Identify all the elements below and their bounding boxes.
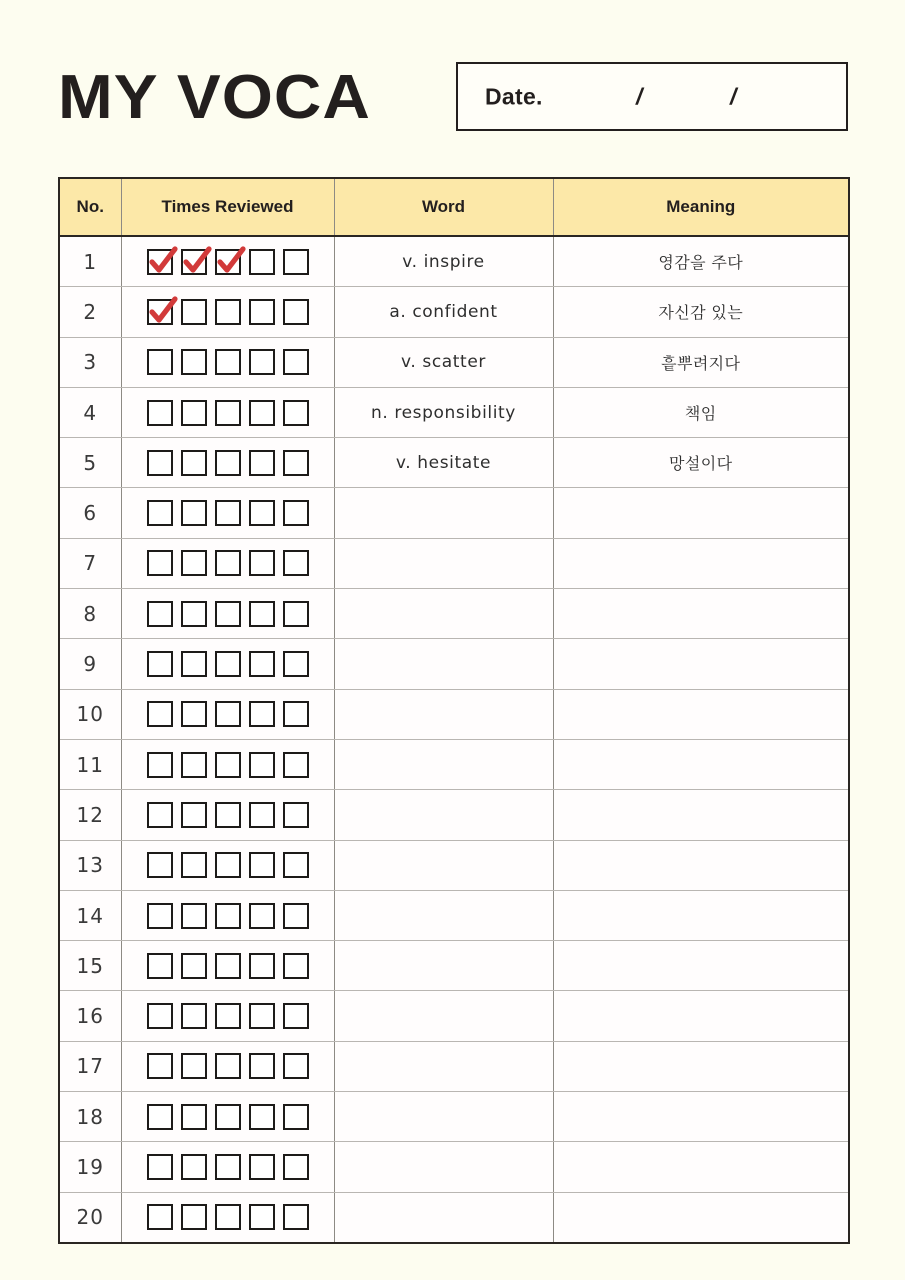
word-cell[interactable]: v. scatter xyxy=(334,337,553,387)
checkbox-empty[interactable] xyxy=(249,349,275,375)
word-cell[interactable] xyxy=(334,689,553,739)
checkbox-empty[interactable] xyxy=(283,249,309,275)
checkbox-group xyxy=(122,639,334,688)
checkbox-empty[interactable] xyxy=(215,1154,241,1180)
table-row xyxy=(59,538,849,588)
checkbox-group xyxy=(122,991,334,1040)
meaning-cell[interactable] xyxy=(553,1192,849,1243)
word-cell[interactable] xyxy=(334,840,553,890)
checkbox-group xyxy=(122,488,334,537)
checkmark-icon xyxy=(180,244,214,278)
checkbox-empty[interactable] xyxy=(147,1003,173,1029)
page-header xyxy=(58,55,848,145)
checkbox-checked[interactable] xyxy=(181,249,207,275)
checkbox-empty[interactable] xyxy=(215,752,241,778)
checkbox-empty[interactable] xyxy=(147,400,173,426)
date-separator-2: / xyxy=(730,83,737,109)
checkbox-group xyxy=(122,539,334,588)
checkbox-empty[interactable] xyxy=(249,651,275,677)
word-cell[interactable]: a. confident xyxy=(334,287,553,337)
checkbox-empty[interactable] xyxy=(249,1204,275,1230)
checkbox-empty[interactable] xyxy=(147,903,173,929)
row-number: 20 xyxy=(59,1192,121,1243)
checkbox-empty[interactable] xyxy=(283,500,309,526)
meaning-cell[interactable] xyxy=(553,639,849,689)
checkbox-empty[interactable] xyxy=(181,601,207,627)
checkbox-empty[interactable] xyxy=(147,701,173,727)
checkbox-empty[interactable] xyxy=(283,953,309,979)
checkbox-empty[interactable] xyxy=(215,550,241,576)
word-cell[interactable] xyxy=(334,739,553,789)
checkbox-group xyxy=(122,941,334,990)
checkbox-empty[interactable] xyxy=(249,1104,275,1130)
checkbox-empty[interactable] xyxy=(215,852,241,878)
checkbox-empty[interactable] xyxy=(283,651,309,677)
times-reviewed-cell xyxy=(121,287,334,337)
checkbox-empty[interactable] xyxy=(181,400,207,426)
row-number: 14 xyxy=(59,890,121,940)
meaning-cell[interactable] xyxy=(553,1092,849,1142)
table-row xyxy=(59,387,849,437)
checkbox-empty[interactable] xyxy=(283,400,309,426)
checkbox-empty[interactable] xyxy=(249,852,275,878)
checkbox-empty[interactable] xyxy=(181,299,207,325)
word-cell[interactable] xyxy=(334,991,553,1041)
meaning-cell[interactable]: 흩뿌려지다 xyxy=(553,337,849,387)
row-number: 1 xyxy=(59,236,121,287)
checkbox-group xyxy=(122,1092,334,1141)
meaning-cell[interactable]: 책임 xyxy=(553,387,849,437)
checkbox-group xyxy=(122,841,334,890)
table-row xyxy=(59,1192,849,1243)
row-number: 2 xyxy=(59,287,121,337)
times-reviewed-cell xyxy=(121,387,334,437)
checkbox-group xyxy=(122,1142,334,1191)
date-label: Date. xyxy=(485,83,543,109)
checkbox-empty[interactable] xyxy=(283,1154,309,1180)
checkbox-checked[interactable] xyxy=(147,299,173,325)
checkbox-empty[interactable] xyxy=(215,903,241,929)
times-reviewed-cell xyxy=(121,589,334,639)
meaning-cell[interactable] xyxy=(553,840,849,890)
checkbox-group xyxy=(122,690,334,739)
word-cell[interactable] xyxy=(334,890,553,940)
checkbox-empty[interactable] xyxy=(283,1204,309,1230)
date-row xyxy=(458,64,846,129)
meaning-cell[interactable]: 영감을 주다 xyxy=(553,236,849,287)
checkbox-empty[interactable] xyxy=(249,450,275,476)
table-row xyxy=(59,589,849,639)
checkbox-empty[interactable] xyxy=(215,1053,241,1079)
page-title: MY VOCA xyxy=(58,63,371,132)
word-cell[interactable] xyxy=(334,1092,553,1142)
checkbox-empty[interactable] xyxy=(181,500,207,526)
row-number: 10 xyxy=(59,689,121,739)
header-row xyxy=(59,178,849,236)
checkbox-empty[interactable] xyxy=(147,802,173,828)
table-row xyxy=(59,991,849,1041)
column-header-word: Word xyxy=(334,178,553,236)
checkbox-empty[interactable] xyxy=(147,852,173,878)
checkbox-empty[interactable] xyxy=(215,802,241,828)
date-field-box[interactable] xyxy=(456,62,848,131)
checkbox-empty[interactable] xyxy=(215,651,241,677)
checkbox-group xyxy=(122,438,334,487)
checkbox-empty[interactable] xyxy=(215,953,241,979)
checkbox-empty[interactable] xyxy=(283,903,309,929)
checkbox-empty[interactable] xyxy=(147,953,173,979)
checkmark-icon xyxy=(214,244,248,278)
table-body xyxy=(59,236,849,1243)
meaning-cell[interactable] xyxy=(553,538,849,588)
checkbox-empty[interactable] xyxy=(249,1154,275,1180)
meaning-cell[interactable] xyxy=(553,689,849,739)
table-header xyxy=(59,178,849,236)
word-cell[interactable] xyxy=(334,1192,553,1243)
checkbox-empty[interactable] xyxy=(181,450,207,476)
meaning-cell[interactable]: 망설이다 xyxy=(553,438,849,488)
row-number: 12 xyxy=(59,790,121,840)
times-reviewed-cell xyxy=(121,790,334,840)
row-number: 13 xyxy=(59,840,121,890)
table-row xyxy=(59,438,849,488)
table-row xyxy=(59,1142,849,1192)
checkbox-empty[interactable] xyxy=(249,802,275,828)
table-row xyxy=(59,287,849,337)
table-row xyxy=(59,840,849,890)
meaning-cell[interactable] xyxy=(553,488,849,538)
checkbox-empty[interactable] xyxy=(181,903,207,929)
checkbox-empty[interactable] xyxy=(249,1053,275,1079)
checkbox-empty[interactable] xyxy=(283,550,309,576)
table-row xyxy=(59,639,849,689)
checkbox-group xyxy=(122,589,334,638)
checkbox-group xyxy=(122,740,334,789)
times-reviewed-cell xyxy=(121,840,334,890)
checkbox-empty[interactable] xyxy=(147,450,173,476)
checkbox-empty[interactable] xyxy=(283,299,309,325)
checkbox-empty[interactable] xyxy=(181,953,207,979)
table-row xyxy=(59,941,849,991)
times-reviewed-cell xyxy=(121,1142,334,1192)
checkbox-group xyxy=(122,790,334,839)
table-row xyxy=(59,689,849,739)
word-cell[interactable] xyxy=(334,790,553,840)
row-number: 11 xyxy=(59,739,121,789)
row-number: 16 xyxy=(59,991,121,1041)
word-cell[interactable]: v. inspire xyxy=(334,236,553,287)
word-cell[interactable] xyxy=(334,488,553,538)
checkbox-checked[interactable] xyxy=(147,249,173,275)
table-row xyxy=(59,488,849,538)
checkbox-empty[interactable] xyxy=(283,1053,309,1079)
checkbox-group xyxy=(122,287,334,336)
checkbox-empty[interactable] xyxy=(181,550,207,576)
checkbox-empty[interactable] xyxy=(181,1003,207,1029)
checkbox-empty[interactable] xyxy=(215,349,241,375)
checkbox-empty[interactable] xyxy=(283,802,309,828)
row-number: 18 xyxy=(59,1092,121,1142)
checkbox-empty[interactable] xyxy=(147,752,173,778)
times-reviewed-cell xyxy=(121,438,334,488)
meaning-cell[interactable] xyxy=(553,739,849,789)
meaning-cell[interactable] xyxy=(553,941,849,991)
checkbox-group xyxy=(122,1042,334,1091)
word-cell[interactable] xyxy=(334,639,553,689)
times-reviewed-cell xyxy=(121,941,334,991)
times-reviewed-cell xyxy=(121,991,334,1041)
table-row xyxy=(59,1092,849,1142)
checkbox-empty[interactable] xyxy=(147,651,173,677)
checkbox-empty[interactable] xyxy=(249,752,275,778)
checkbox-empty[interactable] xyxy=(249,249,275,275)
checkbox-group xyxy=(122,891,334,940)
meaning-cell[interactable] xyxy=(553,890,849,940)
checkbox-empty[interactable] xyxy=(215,1003,241,1029)
checkbox-empty[interactable] xyxy=(181,752,207,778)
checkbox-empty[interactable] xyxy=(181,1154,207,1180)
column-header-meaning: Meaning xyxy=(553,178,849,236)
times-reviewed-cell xyxy=(121,1041,334,1091)
word-cell[interactable] xyxy=(334,941,553,991)
meaning-cell[interactable] xyxy=(553,589,849,639)
meaning-cell[interactable]: 자신감 있는 xyxy=(553,287,849,337)
checkbox-empty[interactable] xyxy=(215,500,241,526)
checkbox-empty[interactable] xyxy=(249,903,275,929)
checkbox-group xyxy=(122,237,334,286)
checkbox-empty[interactable] xyxy=(283,1104,309,1130)
word-cell[interactable] xyxy=(334,589,553,639)
row-number: 8 xyxy=(59,589,121,639)
checkmark-icon xyxy=(146,294,180,328)
checkbox-empty[interactable] xyxy=(147,1104,173,1130)
date-separator-1: / xyxy=(636,83,643,109)
checkbox-empty[interactable] xyxy=(215,450,241,476)
checkbox-empty[interactable] xyxy=(147,550,173,576)
checkbox-empty[interactable] xyxy=(215,1104,241,1130)
checkbox-empty[interactable] xyxy=(249,550,275,576)
column-header-no: No. xyxy=(59,178,121,236)
vocabulary-table xyxy=(58,177,850,1244)
row-number: 7 xyxy=(59,538,121,588)
meaning-cell[interactable] xyxy=(553,790,849,840)
checkbox-empty[interactable] xyxy=(181,1104,207,1130)
checkbox-empty[interactable] xyxy=(249,299,275,325)
checkbox-checked[interactable] xyxy=(215,249,241,275)
checkbox-empty[interactable] xyxy=(215,1204,241,1230)
checkbox-empty[interactable] xyxy=(147,500,173,526)
row-number: 4 xyxy=(59,387,121,437)
checkbox-empty[interactable] xyxy=(215,601,241,627)
word-cell[interactable]: n. responsibility xyxy=(334,387,553,437)
times-reviewed-cell xyxy=(121,689,334,739)
checkbox-empty[interactable] xyxy=(283,852,309,878)
checkbox-empty[interactable] xyxy=(215,701,241,727)
checkbox-empty[interactable] xyxy=(181,651,207,677)
times-reviewed-cell xyxy=(121,488,334,538)
checkbox-empty[interactable] xyxy=(147,601,173,627)
checkbox-empty[interactable] xyxy=(283,601,309,627)
row-number: 15 xyxy=(59,941,121,991)
meaning-cell[interactable] xyxy=(553,991,849,1041)
checkbox-empty[interactable] xyxy=(283,450,309,476)
checkbox-empty[interactable] xyxy=(283,752,309,778)
word-cell[interactable] xyxy=(334,538,553,588)
word-cell[interactable] xyxy=(334,1041,553,1091)
times-reviewed-cell xyxy=(121,538,334,588)
times-reviewed-cell xyxy=(121,739,334,789)
checkbox-empty[interactable] xyxy=(249,1003,275,1029)
times-reviewed-cell xyxy=(121,890,334,940)
checkbox-group xyxy=(122,1193,334,1242)
meaning-cell[interactable] xyxy=(553,1142,849,1192)
table-row xyxy=(59,236,849,287)
checkbox-group xyxy=(122,338,334,387)
times-reviewed-cell xyxy=(121,236,334,287)
times-reviewed-cell xyxy=(121,1192,334,1243)
row-number: 17 xyxy=(59,1041,121,1091)
checkbox-empty[interactable] xyxy=(249,500,275,526)
checkbox-empty[interactable] xyxy=(181,1204,207,1230)
times-reviewed-cell xyxy=(121,639,334,689)
checkbox-empty[interactable] xyxy=(283,701,309,727)
row-number: 3 xyxy=(59,337,121,387)
checkbox-empty[interactable] xyxy=(249,953,275,979)
row-number: 6 xyxy=(59,488,121,538)
checkbox-empty[interactable] xyxy=(215,400,241,426)
table-row xyxy=(59,739,849,789)
checkbox-empty[interactable] xyxy=(215,299,241,325)
checkbox-empty[interactable] xyxy=(147,1204,173,1230)
checkbox-empty[interactable] xyxy=(283,349,309,375)
checkbox-empty[interactable] xyxy=(181,852,207,878)
checkbox-empty[interactable] xyxy=(147,349,173,375)
table-row xyxy=(59,890,849,940)
word-cell[interactable]: v. hesitate xyxy=(334,438,553,488)
checkbox-empty[interactable] xyxy=(147,1053,173,1079)
checkbox-empty[interactable] xyxy=(249,701,275,727)
column-header-times-reviewed: Times Reviewed xyxy=(121,178,334,236)
row-number: 5 xyxy=(59,438,121,488)
checkbox-empty[interactable] xyxy=(181,701,207,727)
checkbox-empty[interactable] xyxy=(181,802,207,828)
checkbox-empty[interactable] xyxy=(249,601,275,627)
meaning-cell[interactable] xyxy=(553,1041,849,1091)
times-reviewed-cell xyxy=(121,1092,334,1142)
table-row xyxy=(59,790,849,840)
checkbox-empty[interactable] xyxy=(181,349,207,375)
table-row xyxy=(59,1041,849,1091)
checkbox-group xyxy=(122,388,334,437)
row-number: 9 xyxy=(59,639,121,689)
table-row xyxy=(59,337,849,387)
word-cell[interactable] xyxy=(334,1142,553,1192)
checkmark-icon xyxy=(146,244,180,278)
checkbox-empty[interactable] xyxy=(249,400,275,426)
checkbox-empty[interactable] xyxy=(147,1154,173,1180)
row-number: 19 xyxy=(59,1142,121,1192)
checkbox-empty[interactable] xyxy=(181,1053,207,1079)
times-reviewed-cell xyxy=(121,337,334,387)
checkbox-empty[interactable] xyxy=(283,1003,309,1029)
